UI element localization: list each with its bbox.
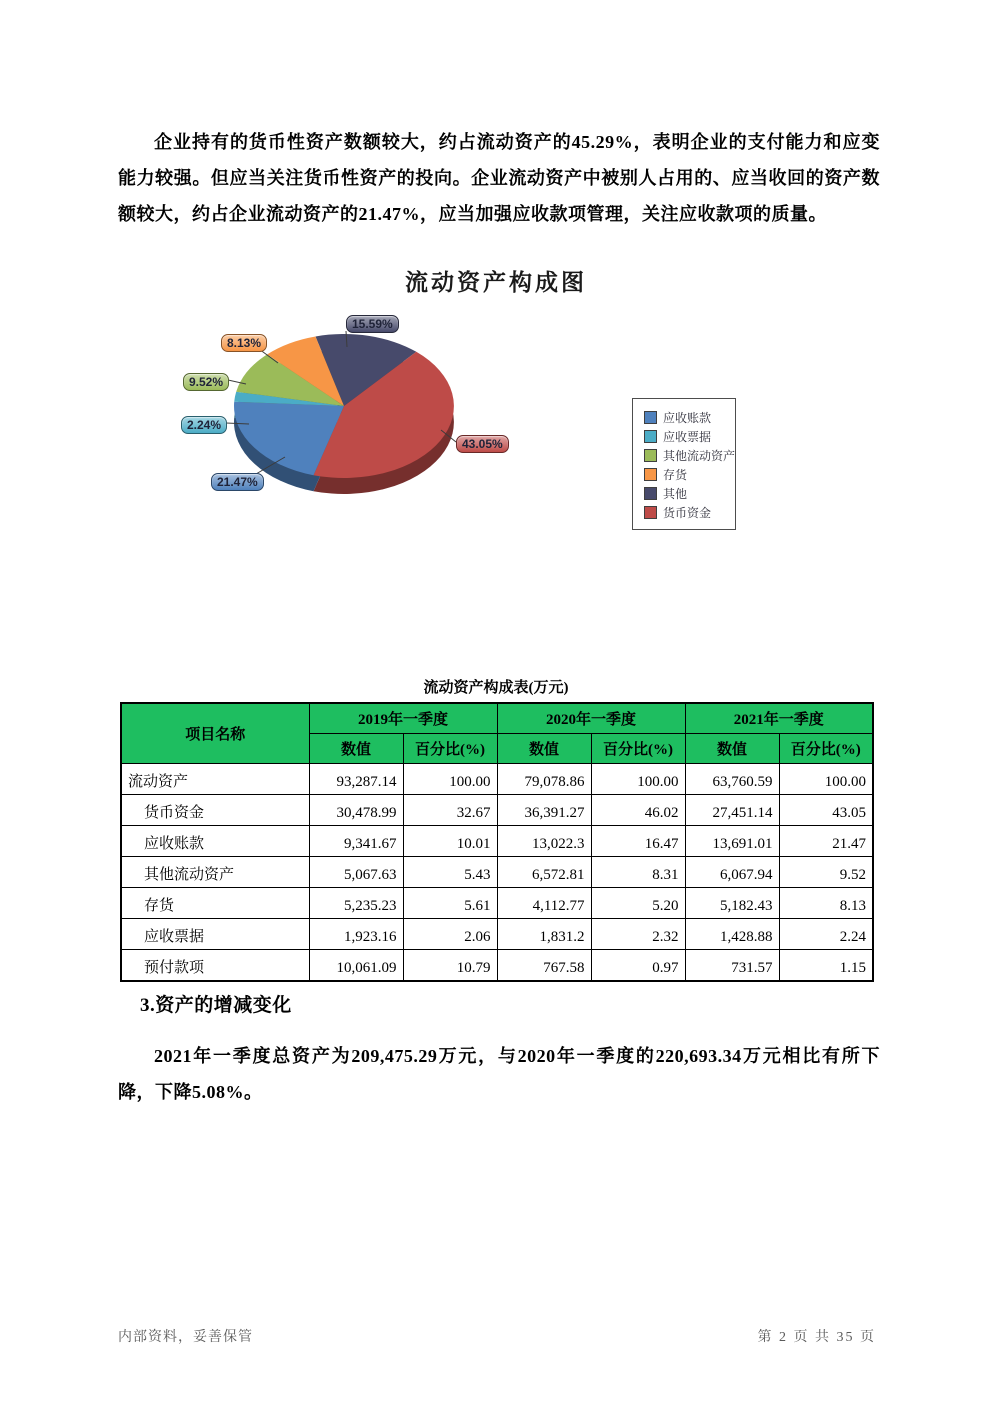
legend-label: 存货 — [663, 468, 688, 482]
pie-chart-canvas — [0, 300, 992, 540]
row-label: 存货 — [121, 888, 309, 919]
table-cell-value: 6,067.94 — [685, 857, 779, 888]
table-cell-value: 9.52 — [779, 857, 873, 888]
table-cell-value: 100.00 — [591, 764, 685, 795]
table-cell-value: 5.43 — [403, 857, 497, 888]
table-cell-value: 13,022.3 — [497, 826, 591, 857]
table-cell-value: 63,760.59 — [685, 764, 779, 795]
column-header-value: 数值 — [309, 734, 403, 764]
page-number: 第 2 页 共 35 页 — [757, 1330, 876, 1345]
section-heading: 3.资产的增减变化 — [140, 995, 292, 1016]
table-cell-value: 767.58 — [497, 950, 591, 982]
current-assets-table — [120, 702, 874, 982]
row-label: 预付款项 — [121, 950, 309, 982]
table-cell-value: 16.47 — [591, 826, 685, 857]
legend-item — [644, 484, 735, 503]
legend-swatch-icon — [644, 506, 657, 519]
legend-swatch-icon — [644, 430, 657, 443]
table-cell-value: 8.13 — [779, 888, 873, 919]
table-cell-value: 8.31 — [591, 857, 685, 888]
column-group-2021: 2021年一季度 — [685, 703, 873, 734]
table-cell-value: 1.15 — [779, 950, 873, 982]
pie-percent-badge: 21.47% — [211, 473, 264, 491]
table-header-row-groups — [121, 703, 873, 734]
table-cell-value: 100.00 — [403, 764, 497, 795]
legend-label: 其他 — [663, 487, 688, 501]
column-group-2020: 2020年一季度 — [497, 703, 685, 734]
table-cell-value: 2.06 — [403, 919, 497, 950]
table-cell-value: 5,067.63 — [309, 857, 403, 888]
table-cell-value: 10.01 — [403, 826, 497, 857]
table-cell-value: 32.67 — [403, 795, 497, 826]
legend-item — [644, 465, 735, 484]
pie-percent-badge: 2.24% — [181, 416, 227, 434]
column-header-value: 数值 — [497, 734, 591, 764]
legend-label: 货币资金 — [663, 506, 712, 520]
footer-note: 内部资料，妥善保管 — [118, 1330, 253, 1345]
row-label: 应收账款 — [121, 826, 309, 857]
legend-item — [644, 427, 735, 446]
pie-percent-badge: 9.52% — [183, 373, 229, 391]
legend-item — [644, 503, 735, 522]
table-cell-value: 5,235.23 — [309, 888, 403, 919]
column-header-value: 数值 — [685, 734, 779, 764]
table-cell-value: 4,112.77 — [497, 888, 591, 919]
table-cell-value: 93,287.14 — [309, 764, 403, 795]
legend-swatch-icon — [644, 449, 657, 462]
column-header-percent: 百分比(%) — [591, 734, 685, 764]
chart-legend — [632, 398, 736, 530]
intro-paragraph: 企业持有的货币性资产数额较大，约占流动资产的45.29%，表明企业的支付能力和应变能力较强。但应当关注货币性资产的投向。企业流动资产中被别人占用的、应当收回的资产数额较大，约占企业流动资产的21.47%，应当加强应收款项管理，关注应收款项的质量。 — [118, 132, 880, 224]
table-cell-value: 5,182.43 — [685, 888, 779, 919]
table-title: 流动资产构成表(万元) — [423, 680, 569, 696]
table-cell-value: 5.20 — [591, 888, 685, 919]
column-header-item-name: 项目名称 — [121, 703, 309, 764]
legend-label: 应收票据 — [663, 430, 712, 444]
table-cell-value: 79,078.86 — [497, 764, 591, 795]
table-cell-value: 36,391.27 — [497, 795, 591, 826]
row-label: 流动资产 — [121, 764, 309, 795]
legend-swatch-icon — [644, 468, 657, 481]
table-row — [121, 826, 873, 857]
legend-item — [644, 446, 735, 465]
legend-label: 其他流动资产 — [663, 449, 736, 463]
table-row — [121, 857, 873, 888]
table-cell-value: 6,572.81 — [497, 857, 591, 888]
pie-chart-title: 流动资产构成图 — [405, 270, 587, 295]
pie-chart — [0, 300, 992, 540]
table-row — [121, 919, 873, 950]
table-cell-value: 2.32 — [591, 919, 685, 950]
table-row — [121, 764, 873, 795]
table-row — [121, 888, 873, 919]
table-cell-value: 27,451.14 — [685, 795, 779, 826]
table-cell-value: 10.79 — [403, 950, 497, 982]
column-header-percent: 百分比(%) — [403, 734, 497, 764]
table-cell-value: 1,923.16 — [309, 919, 403, 950]
legend-item — [644, 408, 735, 427]
table-cell-value: 0.97 — [591, 950, 685, 982]
table-cell-value: 1,428.88 — [685, 919, 779, 950]
table-cell-value: 21.47 — [779, 826, 873, 857]
table-cell-value: 1,831.2 — [497, 919, 591, 950]
table-cell-value: 2.24 — [779, 919, 873, 950]
table-row — [121, 950, 873, 982]
pie-percent-badge: 8.13% — [221, 334, 267, 352]
table-cell-value: 9,341.67 — [309, 826, 403, 857]
pie-percent-badge: 15.59% — [346, 315, 399, 333]
table-cell-value: 13,691.01 — [685, 826, 779, 857]
table-cell-value: 43.05 — [779, 795, 873, 826]
row-label: 货币资金 — [121, 795, 309, 826]
table-cell-value: 46.02 — [591, 795, 685, 826]
legend-label: 应收账款 — [663, 411, 712, 425]
pie-percent-badge: 43.05% — [456, 435, 509, 453]
assets-change-paragraph: 2021年一季度总资产为209,475.29万元，与2020年一季度的220,693.34万元相比有所下降，下降5.08%。 — [118, 1046, 880, 1102]
table-cell-value: 5.61 — [403, 888, 497, 919]
table-cell-value: 10,061.09 — [309, 950, 403, 982]
column-group-2019: 2019年一季度 — [309, 703, 497, 734]
column-header-percent: 百分比(%) — [779, 734, 873, 764]
legend-swatch-icon — [644, 411, 657, 424]
legend-swatch-icon — [644, 487, 657, 500]
row-label: 其他流动资产 — [121, 857, 309, 888]
row-label: 应收票据 — [121, 919, 309, 950]
table-row — [121, 795, 873, 826]
table-cell-value: 731.57 — [685, 950, 779, 982]
table-cell-value: 30,478.99 — [309, 795, 403, 826]
table-cell-value: 100.00 — [779, 764, 873, 795]
